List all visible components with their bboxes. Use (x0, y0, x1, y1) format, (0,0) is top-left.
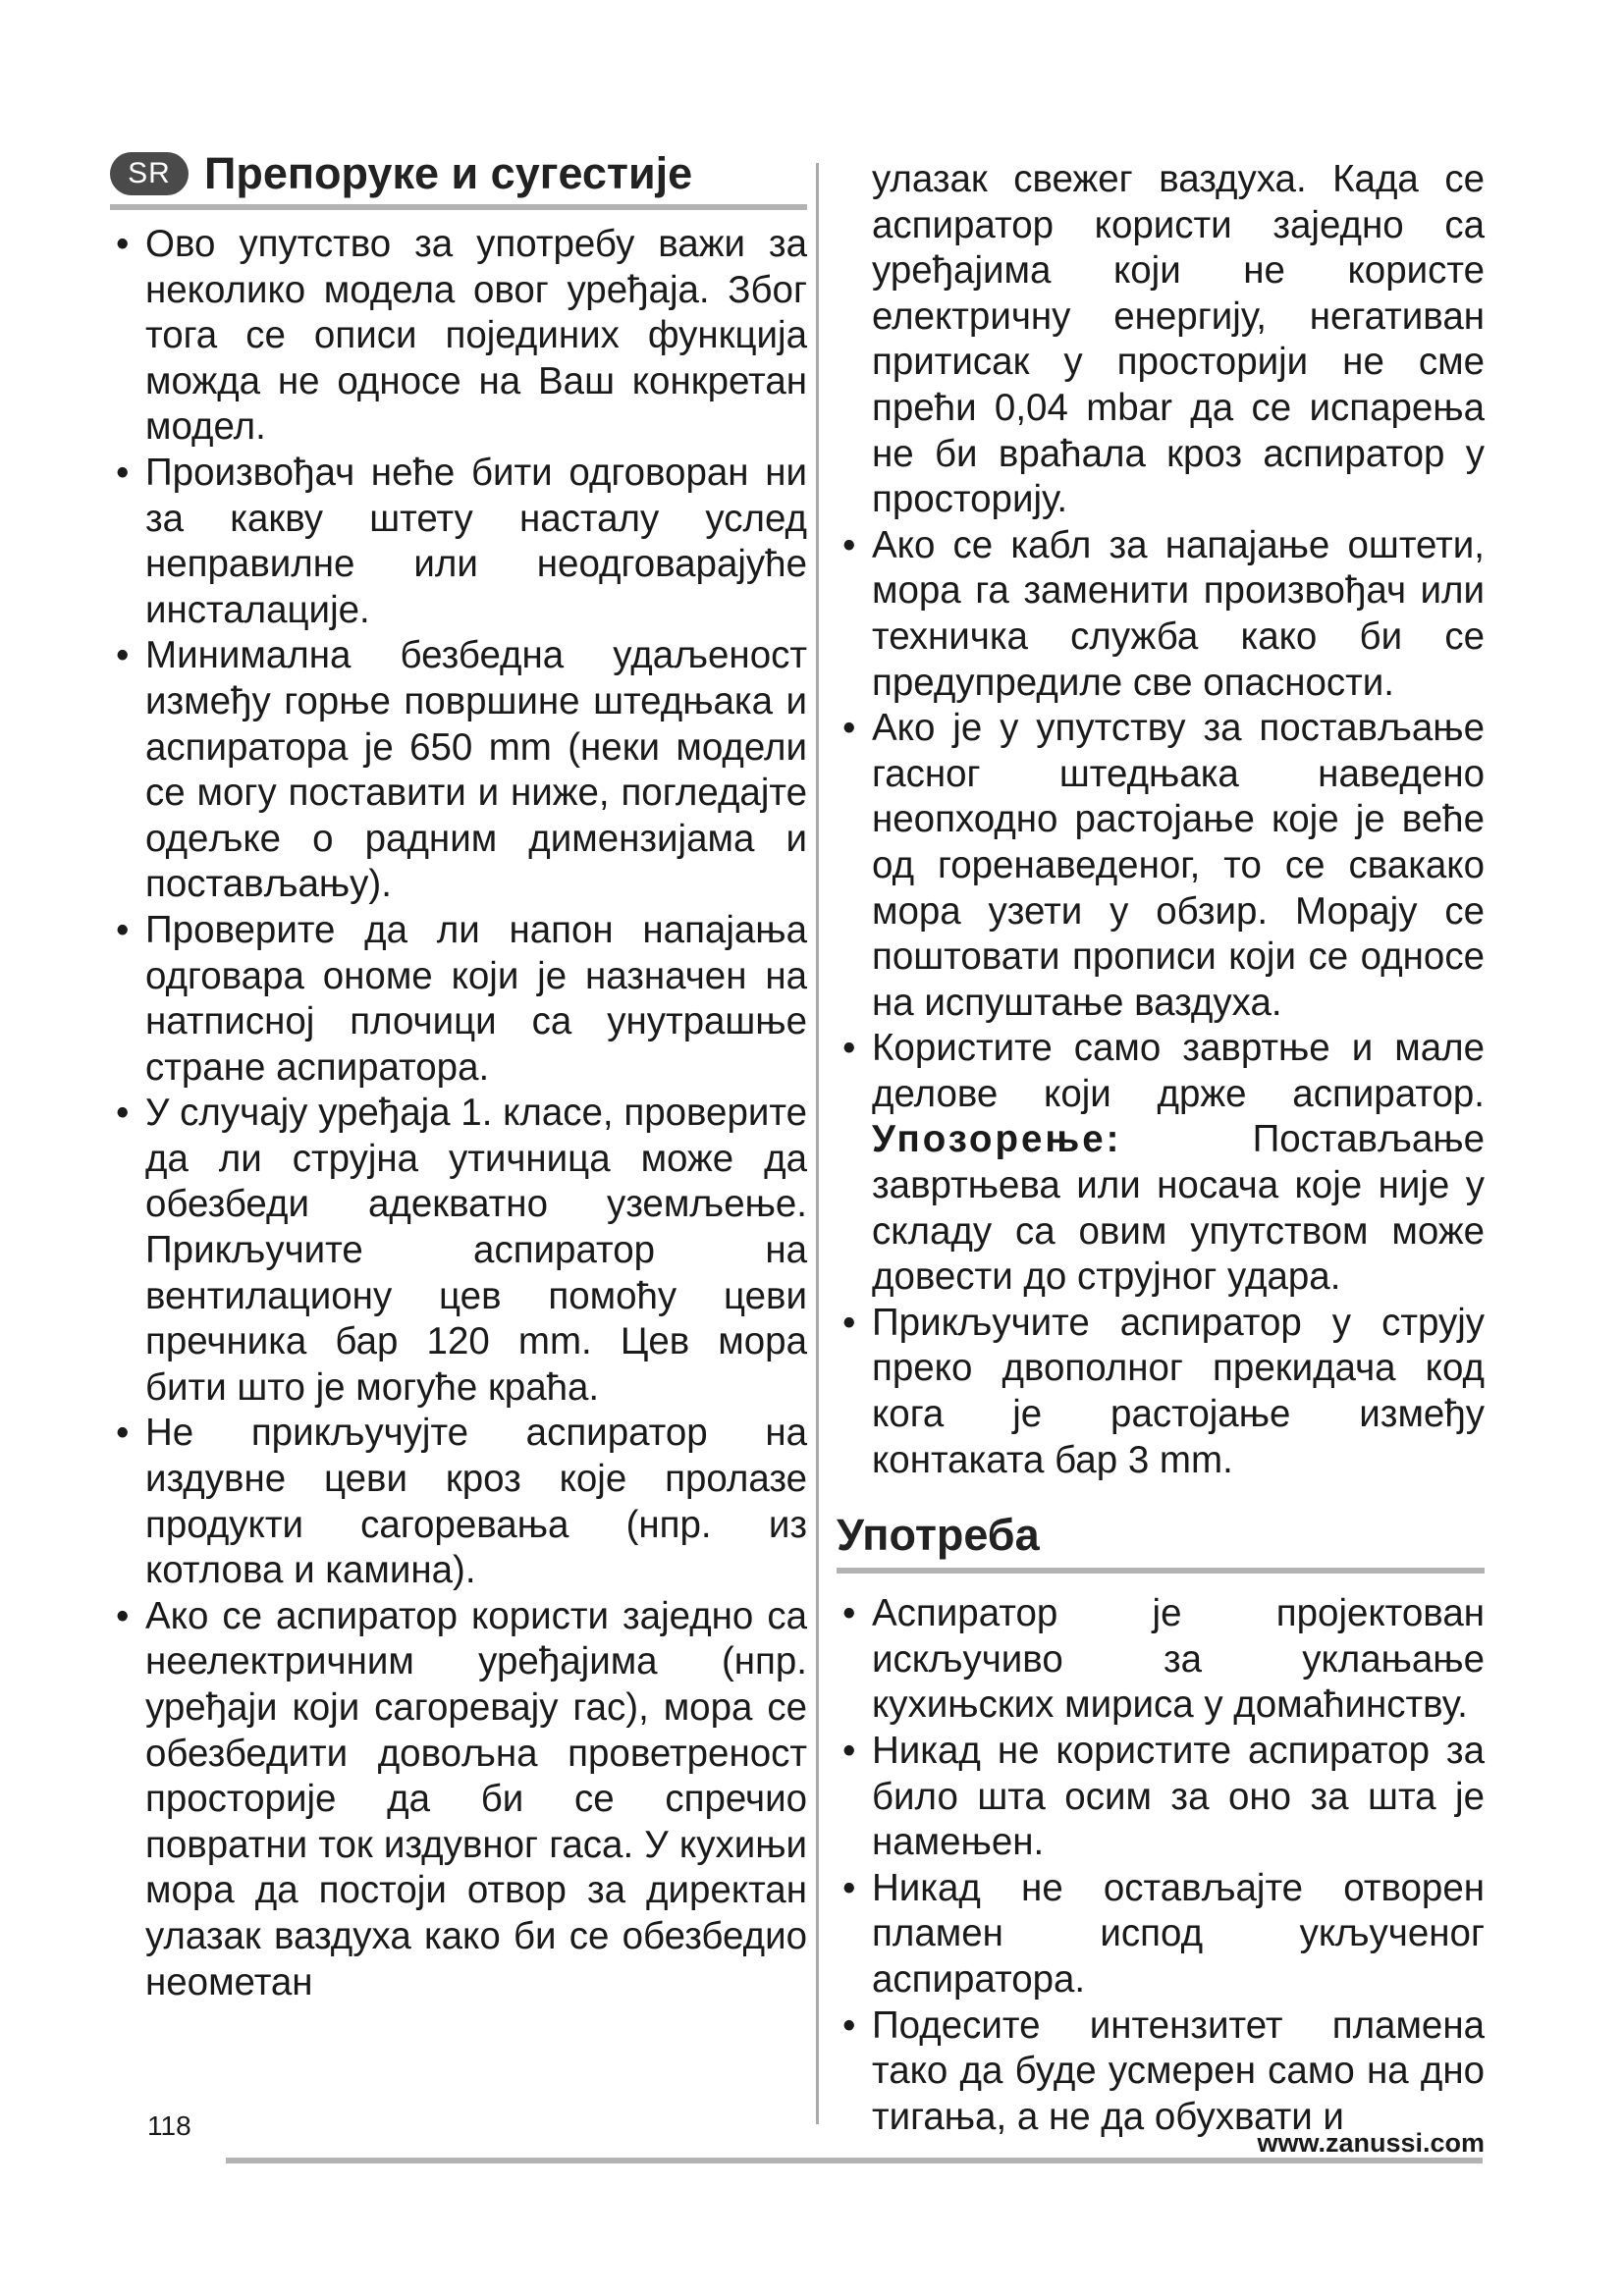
list-item: • Ако се аспиратор користи заједно са неелектричним уређајима (нпр. уређаји који сагоревају гас), мора се обезбедити довољна проветреност просторије да би се спречио повратни ток издувног гаса. У кухињи мора да постоји отвор за директан улазак ваздуха како би се обезбедио неометан (110, 1594, 807, 2005)
warning-label: Упозорење: (872, 1118, 1122, 1161)
section-title-rule (110, 204, 807, 210)
list-item: • Ово упутство за употребу важи за неколико модела овог уређаја. Због тога се описи појединих функција можда не односе на Ваш конкретан модел. (110, 222, 807, 451)
page-number: 118 (147, 2110, 191, 2141)
list-item: • Никад не остављајте отворен пламен испод укљученог аспиратора. (837, 1866, 1485, 2003)
list-item: • Аспиратор је пројектован искључиво за уклањање кухињских мириса у домаћинству. (837, 1591, 1485, 1729)
section-heading (110, 145, 807, 202)
list-item: • Произвођач неће бити одговоран ни за какву штету насталу услед неправилне или неодговарајуће инсталације. (110, 451, 807, 633)
column-divider (816, 163, 819, 2124)
list-item: • Подесите интензитет пламена тако да буде усмерен само на дно тигања, а не да обухвати и (837, 2003, 1485, 2141)
list-item: • Ако је у упутству за постављање гасног штедњака наведено неопходно растојање које је веће од горенаведеног, то се свакако мора узети у обзир. Морају се поштовати прописи који се односе на испуштање ваздуха. (837, 706, 1485, 1026)
warning-text: Постављање завртњева или носача које није у складу са овим упутством може довести до струјног удара. (872, 1118, 1485, 1299)
list-item: • Ако се кабл за напајање оштети, мора га заменити произвођач или техничка служба како би се предупредиле све опасности. (837, 523, 1485, 706)
list-item (837, 1026, 1485, 1301)
language-badge: SR (110, 152, 189, 195)
usage-list (837, 1591, 1485, 2140)
screws-text: Користите само завртње и мале делове који држе аспиратор. (872, 1027, 1485, 1115)
website-link[interactable]: www.zanussi.com (1257, 2128, 1485, 2158)
list-item: • Минимална безбедна удаљеност између горње површине штедњака и аспиратора је 650 mm (неки модели се могу поставити и ниже, погледајте одељке о радним димензијама и постављању). (110, 633, 807, 908)
right-column (837, 157, 1485, 2140)
list-item: • Не прикључујте аспиратор на издувне цеви кроз које пролазе продукти сагоревања (нпр. из котлова и камина). (110, 1411, 807, 1593)
section-title: Препоруке и сугестије (204, 148, 693, 198)
list-item: • Прикључите аспиратор у струју преко двополног прекидача код кога је растојање између контаката бар 3 mm. (837, 1301, 1485, 1483)
footer-rule (226, 2158, 1483, 2163)
recommendations-list-continued (837, 523, 1485, 1483)
usage-heading-rule (837, 1568, 1485, 1574)
continued-paragraph: улазак свежег ваздуха. Када се аспиратор користи заједно са уређајима који не користе електричну енергију, негативан притисак у просторији не сме прећи 0,04 mbar да се испарења не би враћала кроз аспиратор у просторију. (872, 158, 1485, 521)
list-item: • Никад не користите аспиратор за било шта осим за оно за шта је намењен. (837, 1729, 1485, 1866)
usage-heading: Употреба (837, 1510, 1040, 1561)
recommendations-list (110, 222, 807, 2005)
left-column (110, 145, 807, 2005)
list-item: • У случају уређаја 1. класе, проверите да ли струјна утичница може да обезбеди адекватно уземљење. Прикључите аспиратор на вентилациону цев помоћу цеви пречника бар 120 mm. Цев мора бити што је могуће краћа. (110, 1091, 807, 1411)
list-item: • Проверите да ли напон напајања одговара ономе који је назначен на натписној плочици са унутрашње стране аспиратора. (110, 908, 807, 1091)
